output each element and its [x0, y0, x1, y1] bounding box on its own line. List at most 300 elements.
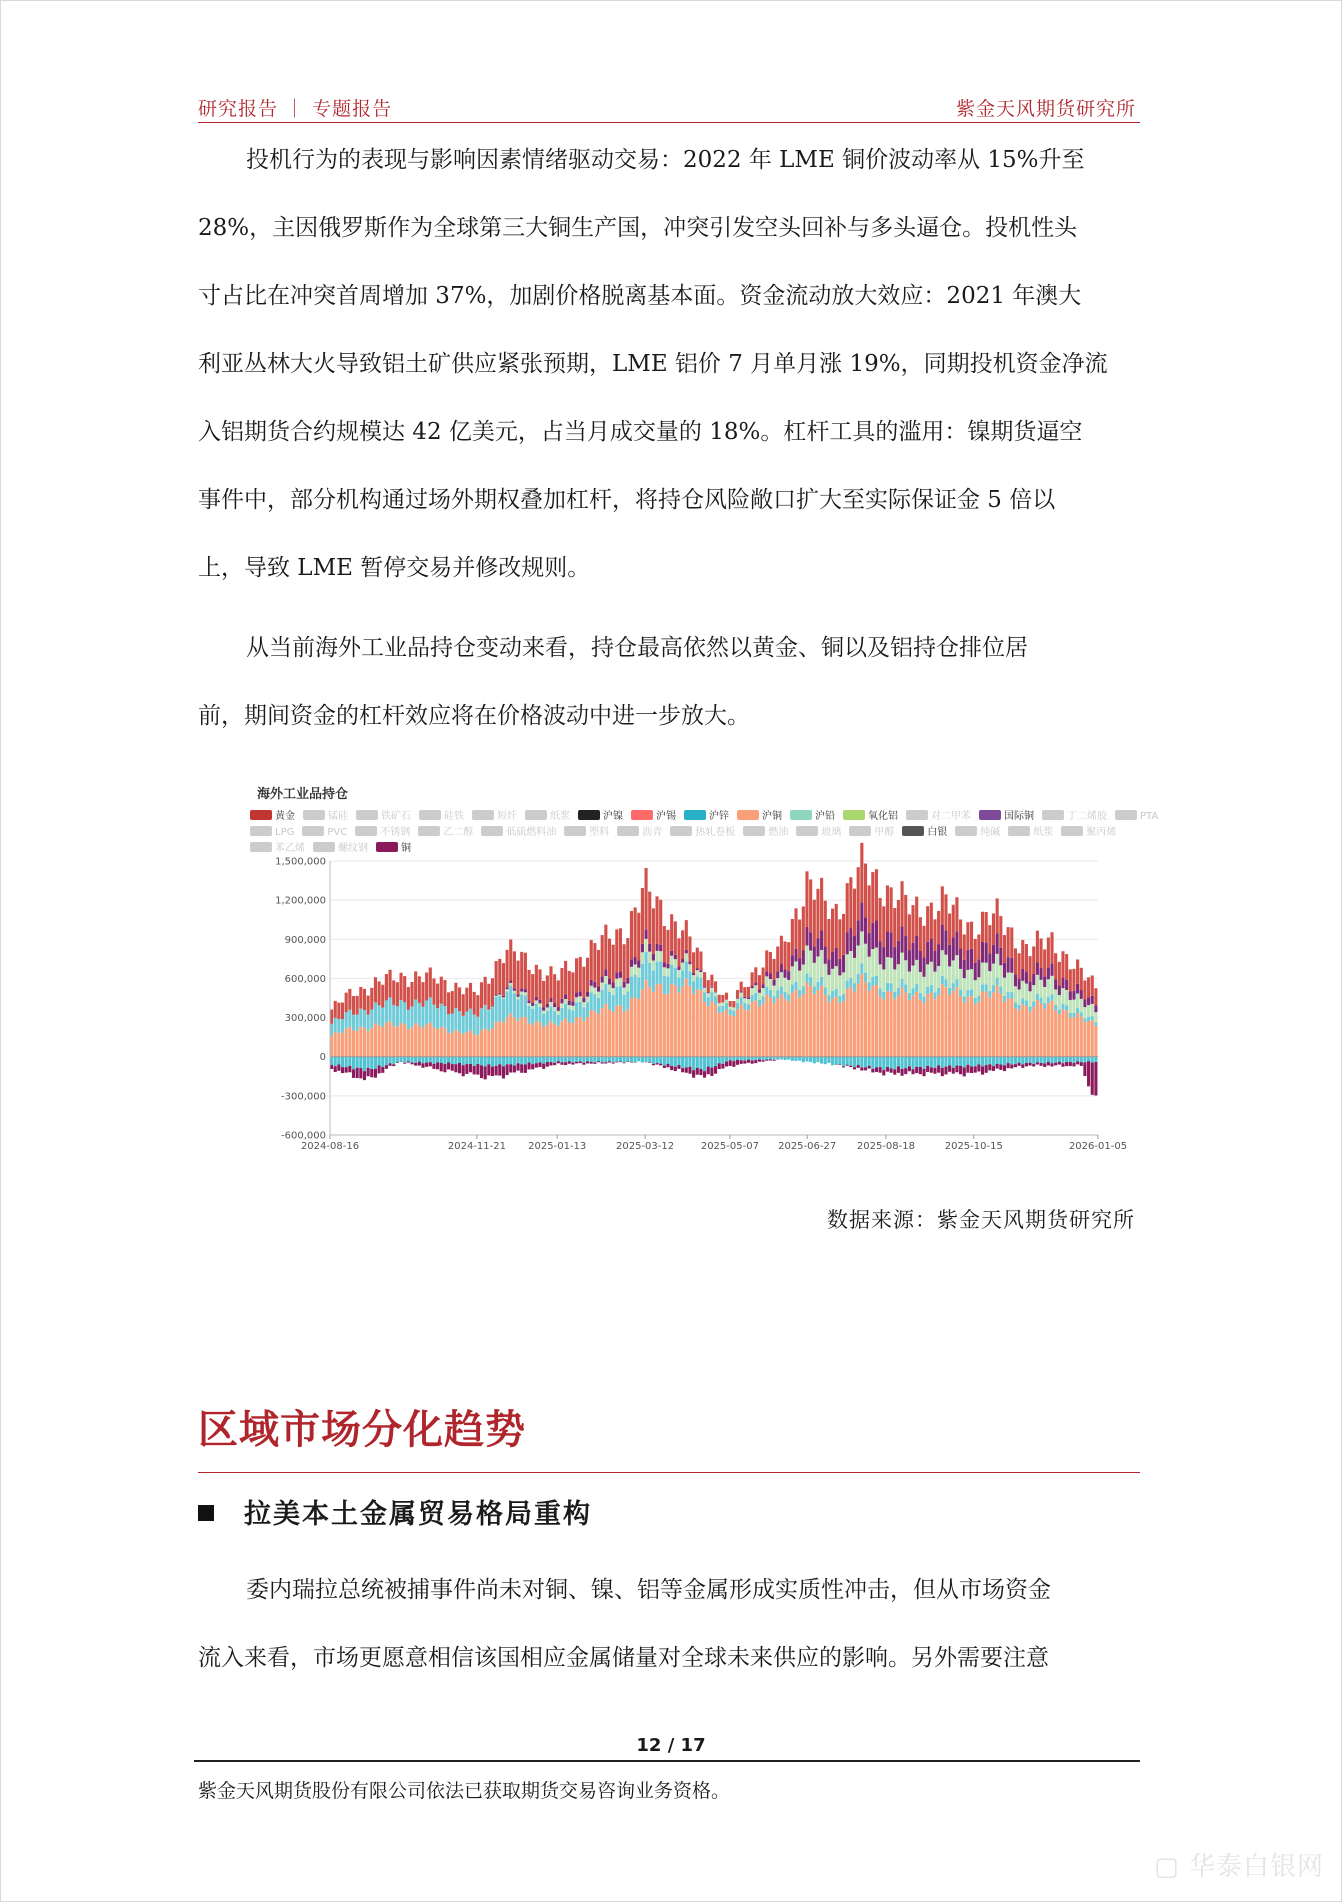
bar-segment — [933, 951, 936, 972]
legend-swatch — [1061, 826, 1083, 836]
bar-segment-negative — [714, 1066, 717, 1074]
bar-segment — [696, 989, 699, 1056]
legend-label: 聚丙烯 — [1086, 827, 1117, 838]
bar-segment — [725, 993, 728, 1000]
bar-segment-negative — [476, 1064, 479, 1075]
bar-segment — [999, 986, 1002, 993]
bar-segment — [655, 951, 658, 962]
bar-segment — [1003, 978, 1006, 996]
bar-segment-negative — [367, 1057, 370, 1068]
paragraph-positions — [198, 614, 1142, 750]
bar-segment-negative — [462, 1057, 465, 1066]
bar-segment — [904, 985, 907, 993]
text-line: 28%，主因俄罗斯作为全球第三大铜生产国，冲突引发空头回补与多头逼仓。投机性头 — [198, 215, 1078, 241]
bar-segment-negative — [608, 1057, 611, 1062]
bar-segment — [849, 951, 852, 978]
bar-segment-negative — [385, 1065, 388, 1069]
bar-segment — [809, 986, 812, 1057]
bar-segment — [1072, 1000, 1075, 1013]
bar-segment — [886, 957, 889, 983]
bar-segment — [729, 1007, 732, 1010]
bar-segment-negative — [999, 1057, 1002, 1065]
bar-segment — [356, 1030, 359, 1056]
bar-segment-negative — [513, 1066, 516, 1073]
bar-segment — [769, 990, 772, 998]
bar-segment — [1003, 1002, 1006, 1057]
bar-segment-negative — [699, 1057, 702, 1069]
bar-segment — [952, 983, 955, 991]
bar-segment — [615, 1006, 618, 1057]
bar-segment-negative — [615, 1057, 618, 1062]
bar-segment — [1054, 1005, 1057, 1010]
bar-segment-negative — [1054, 1063, 1057, 1066]
legend-item[interactable] — [355, 825, 410, 841]
bar-segment — [487, 984, 490, 1010]
bar-segment — [714, 996, 717, 1004]
bar-segment — [1018, 978, 1021, 989]
bar-segment — [487, 1010, 490, 1011]
legend-item[interactable] — [790, 809, 835, 825]
bar-segment — [659, 962, 662, 984]
bar-segment — [681, 959, 684, 963]
bar-segment-negative — [955, 1066, 958, 1073]
bar-segment — [337, 1019, 340, 1033]
bar-segment — [432, 979, 435, 1005]
bar-segment — [564, 994, 567, 999]
bar-segment — [385, 974, 388, 1000]
bar-segment — [517, 997, 520, 999]
bar-segment — [824, 964, 827, 987]
bar-segment — [1014, 1008, 1017, 1057]
bar-segment — [619, 928, 622, 971]
bar-segment — [919, 917, 922, 951]
legend-item[interactable] — [356, 809, 411, 825]
bar-segment-negative — [857, 1065, 860, 1068]
bar-segment-negative — [612, 1057, 615, 1063]
bar-segment — [988, 971, 991, 991]
bar-segment — [959, 990, 962, 997]
bar-segment-negative — [769, 1059, 772, 1060]
bar-segment-negative — [612, 1063, 615, 1064]
bar-segment — [608, 979, 611, 985]
bar-segment-negative — [809, 1057, 812, 1062]
legend-swatch — [472, 810, 494, 820]
bar-segment — [835, 904, 838, 948]
bar-segment-negative — [1032, 1064, 1035, 1066]
bar-segment — [743, 998, 746, 1003]
bar-segment — [476, 1035, 479, 1057]
bar-segment-negative — [754, 1057, 757, 1060]
bar-segment — [996, 954, 999, 978]
bar-segment — [389, 998, 392, 1022]
bar-segment — [601, 990, 604, 1008]
bar-segment-negative — [820, 1057, 823, 1064]
bar-segment — [334, 1001, 337, 1018]
bar-segment-negative — [381, 1057, 384, 1067]
bar-segment — [381, 1027, 384, 1057]
legend-item[interactable] — [578, 809, 623, 825]
bar-segment-negative — [1029, 1063, 1032, 1066]
bar-segment — [524, 953, 527, 989]
legend-item[interactable] — [955, 825, 1000, 841]
bar-segment — [732, 1001, 735, 1007]
bar-segment-negative — [762, 1060, 765, 1062]
bar-segment-negative — [392, 1064, 395, 1066]
bar-segment — [407, 987, 410, 1010]
bar-segment-negative — [970, 1057, 973, 1067]
legend-item[interactable] — [1115, 809, 1158, 825]
legend-swatch — [250, 842, 272, 852]
bar-segment-negative — [1094, 1057, 1097, 1062]
bar-segment — [604, 976, 607, 984]
bar-segment-negative — [480, 1057, 483, 1066]
legend-swatch — [564, 826, 586, 836]
legend-item[interactable] — [419, 809, 464, 825]
bar-segment — [568, 1022, 571, 1056]
bar-segment — [868, 885, 871, 932]
bar-segment-negative — [871, 1057, 874, 1069]
bar-segment — [933, 972, 936, 993]
bar-segment — [696, 948, 699, 968]
bar-segment — [407, 1010, 410, 1029]
bar-segment-negative — [403, 1057, 406, 1063]
bar-segment — [1047, 967, 1050, 979]
bar-segment-negative — [1094, 1062, 1097, 1096]
bar-segment — [630, 911, 633, 960]
bar-segment — [820, 878, 823, 931]
bar-segment — [948, 914, 951, 945]
text-line: 寸占比在冲突首周增加 37%，加剧价格脱离基本面。资金流动放大效应：2021 年澳大 — [198, 283, 1082, 309]
bar-segment — [930, 903, 933, 939]
text-line: 从当前海外工业品持仓变动来看，持仓最高依然以黄金、铜以及铝持仓排位居 — [246, 635, 1028, 661]
bar-segment-negative — [904, 1057, 907, 1068]
bar-segment — [1058, 962, 1061, 986]
bar-segment — [732, 1016, 735, 1057]
bar-segment-negative — [414, 1063, 417, 1066]
bar-segment-negative — [824, 1057, 827, 1064]
bar-segment — [707, 993, 710, 997]
bar-segment-negative — [341, 1067, 344, 1073]
bar-segment — [919, 993, 922, 1000]
bar-segment — [414, 971, 417, 999]
legend-label: 国际铜 — [1004, 811, 1034, 822]
bar-segment — [597, 1014, 600, 1057]
bar-segment — [498, 993, 501, 994]
legend-item[interactable] — [250, 809, 295, 825]
bar-segment-negative — [432, 1064, 435, 1069]
bar-segment — [1029, 956, 1032, 981]
bar-segment — [802, 906, 805, 950]
bar-segment — [652, 971, 655, 993]
bar-segment — [1061, 951, 1064, 977]
bar-segment-negative — [520, 1057, 523, 1065]
bar-segment — [820, 986, 823, 1057]
bar-segment — [1080, 1017, 1083, 1057]
bar-segment-negative — [535, 1063, 538, 1067]
legend-item[interactable] — [1061, 825, 1116, 841]
legend-label: 丁二烯胶 — [1067, 811, 1107, 822]
bar-segment — [553, 1007, 556, 1011]
legend-item[interactable] — [796, 825, 841, 841]
bar-segment-negative — [908, 1066, 911, 1071]
bar-segment — [465, 1032, 468, 1057]
legend-item[interactable] — [250, 841, 305, 857]
bar-segment — [670, 914, 673, 951]
legend-item[interactable] — [418, 825, 473, 841]
bar-segment — [864, 864, 867, 918]
bar-segment — [546, 1025, 549, 1057]
bar-segment — [590, 980, 593, 986]
bar-segment-negative — [1014, 1057, 1017, 1064]
bar-segment — [520, 994, 523, 1017]
legend-label: 纯碱 — [980, 827, 1001, 838]
bar-segment — [1080, 990, 1083, 999]
legend-label: 燃油 — [768, 827, 789, 838]
bar-segment — [901, 979, 904, 988]
positions-chart — [245, 775, 1185, 1160]
bar-segment — [1076, 1008, 1079, 1013]
legend-item[interactable] — [525, 809, 570, 825]
legend-label: 沪铅 — [815, 811, 835, 822]
bar-segment — [893, 969, 896, 991]
bar-segment — [462, 1016, 465, 1034]
bar-segment — [966, 970, 969, 990]
bar-segment-negative — [370, 1057, 373, 1069]
bar-segment — [944, 979, 947, 987]
bar-segment-negative — [1018, 1063, 1021, 1066]
legend-item[interactable] — [979, 809, 1034, 825]
subsection-title — [198, 1492, 592, 1531]
bar-segment-negative — [487, 1064, 490, 1075]
bar-segment-negative — [743, 1057, 746, 1061]
bar-segment — [794, 949, 797, 962]
bar-segment-negative — [721, 1057, 724, 1064]
bar-segment — [1047, 938, 1050, 968]
bar-segment — [557, 1011, 560, 1015]
bar-segment — [773, 996, 776, 1003]
bar-segment — [506, 991, 509, 1017]
legend-item[interactable] — [1042, 809, 1107, 825]
legend-item[interactable] — [564, 825, 609, 841]
bar-segment-negative — [359, 1068, 362, 1078]
bar-segment-negative — [557, 1057, 560, 1061]
bar-segment — [378, 981, 381, 1005]
bar-segment-negative — [593, 1063, 596, 1064]
y-tick-label: 900,000 — [284, 934, 326, 946]
bar-segment-negative — [590, 1062, 593, 1064]
bar-segment — [465, 988, 468, 1012]
bar-segment — [838, 996, 841, 1003]
bar-segment-negative — [1010, 1065, 1013, 1069]
bar-segment — [1061, 988, 1064, 1004]
bar-segment — [988, 953, 991, 971]
bar-segment — [1076, 994, 1079, 1009]
bar-segment-negative — [334, 1057, 337, 1067]
bar-segment — [389, 1021, 392, 1057]
bar-segment — [776, 947, 779, 972]
legend-label: 沪锡 — [656, 811, 676, 822]
bar-segment-negative — [897, 1057, 900, 1067]
bar-segment — [549, 966, 552, 998]
bar-segment-negative — [454, 1064, 457, 1072]
bar-segment — [688, 936, 691, 961]
bar-segment-negative — [996, 1057, 999, 1064]
bar-segment — [1007, 927, 1010, 957]
legend-item[interactable] — [743, 825, 788, 841]
bar-segment — [1058, 1009, 1061, 1014]
legend-item[interactable] — [303, 809, 348, 825]
bar-segment — [868, 982, 871, 991]
bar-segment — [370, 988, 373, 1010]
bar-segment-negative — [1058, 1062, 1061, 1065]
bar-segment-negative — [879, 1067, 882, 1073]
bar-segment — [955, 987, 958, 1057]
bar-segment — [403, 976, 406, 1002]
bar-segment-negative — [363, 1071, 366, 1080]
bar-segment — [904, 895, 907, 936]
bar-segment — [846, 980, 849, 989]
bar-segment — [688, 961, 691, 964]
bar-segment-negative — [1072, 1057, 1075, 1063]
legend-item[interactable] — [631, 809, 676, 825]
bar-segment — [674, 968, 677, 986]
bar-segment-negative — [670, 1057, 673, 1066]
bar-segment — [937, 966, 940, 988]
bar-segment — [549, 1006, 552, 1021]
bar-segment — [805, 983, 808, 1057]
bar-segment — [930, 993, 933, 1057]
bar-segment-negative — [348, 1057, 351, 1066]
bar-segment — [341, 1019, 344, 1033]
bar-segment — [974, 980, 977, 998]
bar-segment — [868, 991, 871, 1057]
bar-segment — [586, 1002, 589, 1017]
bar-segment — [875, 985, 878, 1057]
bar-segment — [740, 1004, 743, 1056]
bar-segment — [634, 957, 637, 964]
bar-segment — [531, 1009, 534, 1025]
bar-segment — [1091, 1004, 1094, 1016]
bar-segment — [897, 964, 900, 988]
bar-segment — [601, 982, 604, 989]
bar-segment — [729, 1001, 732, 1007]
bar-segment — [886, 931, 889, 957]
bar-segment — [816, 982, 819, 990]
bar-segment-negative — [465, 1064, 468, 1074]
legend-label: 沪镍 — [603, 811, 623, 822]
bar-segment — [495, 996, 498, 997]
bar-segment-negative — [458, 1057, 461, 1063]
bar-segment — [374, 1002, 377, 1023]
bar-segment — [535, 1021, 538, 1057]
legend-item[interactable] — [843, 809, 898, 825]
bar-segment-negative — [996, 1064, 999, 1069]
bar-segment — [853, 958, 856, 983]
bar-segment — [754, 982, 757, 985]
bar-segment-negative — [645, 1057, 648, 1062]
legend-item[interactable] — [906, 809, 971, 825]
bar-segment — [915, 992, 918, 1057]
bar-segment-negative — [1083, 1057, 1086, 1063]
legend-item[interactable] — [737, 809, 782, 825]
bar-segment — [1010, 927, 1013, 957]
bar-segment — [487, 1010, 490, 1030]
bar-segment — [963, 978, 966, 996]
bar-segment — [952, 960, 955, 983]
bar-segment-negative — [619, 1062, 622, 1063]
bar-segment — [908, 971, 911, 992]
bar-segment-negative — [396, 1057, 399, 1062]
legend-item[interactable] — [849, 825, 894, 841]
bar-segment — [941, 976, 944, 985]
bar-segment — [345, 1012, 348, 1028]
bar-segment — [725, 1000, 728, 1003]
bar-segment — [681, 930, 684, 959]
bar-segment — [842, 1001, 845, 1057]
bar-segment — [498, 1021, 501, 1057]
bar-segment — [849, 928, 852, 951]
bar-segment — [462, 994, 465, 1016]
chart-legend[interactable] — [250, 809, 1180, 857]
bar-segment — [813, 994, 816, 1057]
legend-item[interactable] — [472, 809, 517, 825]
bar-segment — [586, 1017, 589, 1057]
bar-segment — [582, 998, 585, 1003]
bar-segment-negative — [959, 1066, 962, 1074]
bar-segment — [710, 992, 713, 1001]
legend-item[interactable] — [617, 825, 662, 841]
bar-segment-negative — [681, 1057, 684, 1068]
bar-segment-negative — [1025, 1057, 1028, 1063]
legend-item[interactable] — [1008, 825, 1053, 841]
bar-segment — [838, 975, 841, 996]
bar-segment-negative — [714, 1057, 717, 1066]
bar-segment — [849, 987, 852, 1057]
bar-segment — [846, 954, 849, 980]
bar-segment-negative — [440, 1057, 443, 1063]
bar-segment — [553, 1011, 556, 1024]
bar-segment — [597, 986, 600, 991]
legend-item[interactable] — [313, 841, 368, 857]
bar-segment — [1029, 991, 1032, 1006]
bar-segment-negative — [513, 1057, 516, 1066]
legend-item[interactable] — [302, 825, 347, 841]
legend-item[interactable] — [902, 825, 947, 841]
bar-segment-negative — [440, 1063, 443, 1071]
bar-segment-negative — [732, 1061, 735, 1067]
bar-segment-negative — [575, 1057, 578, 1062]
bar-segment — [659, 984, 662, 1057]
bar-segment — [564, 1004, 567, 1018]
bar-segment — [531, 1006, 534, 1009]
legend-item[interactable] — [481, 825, 556, 841]
legend-swatch — [1042, 810, 1064, 820]
bar-segment — [798, 971, 801, 990]
bar-segment-negative — [666, 1064, 669, 1067]
legend-item[interactable] — [376, 841, 411, 857]
legend-item[interactable] — [670, 825, 735, 841]
bar-segment — [612, 945, 615, 983]
legend-item[interactable] — [250, 825, 294, 841]
bar-segment-negative — [981, 1057, 984, 1067]
bar-segment — [1014, 1003, 1017, 1008]
bar-segment — [378, 1025, 381, 1056]
bar-segment-negative — [974, 1057, 977, 1067]
legend-item[interactable] — [684, 809, 729, 825]
bar-segment-negative — [385, 1057, 388, 1065]
bar-segment — [374, 1023, 377, 1056]
bar-segment — [736, 1003, 739, 1009]
